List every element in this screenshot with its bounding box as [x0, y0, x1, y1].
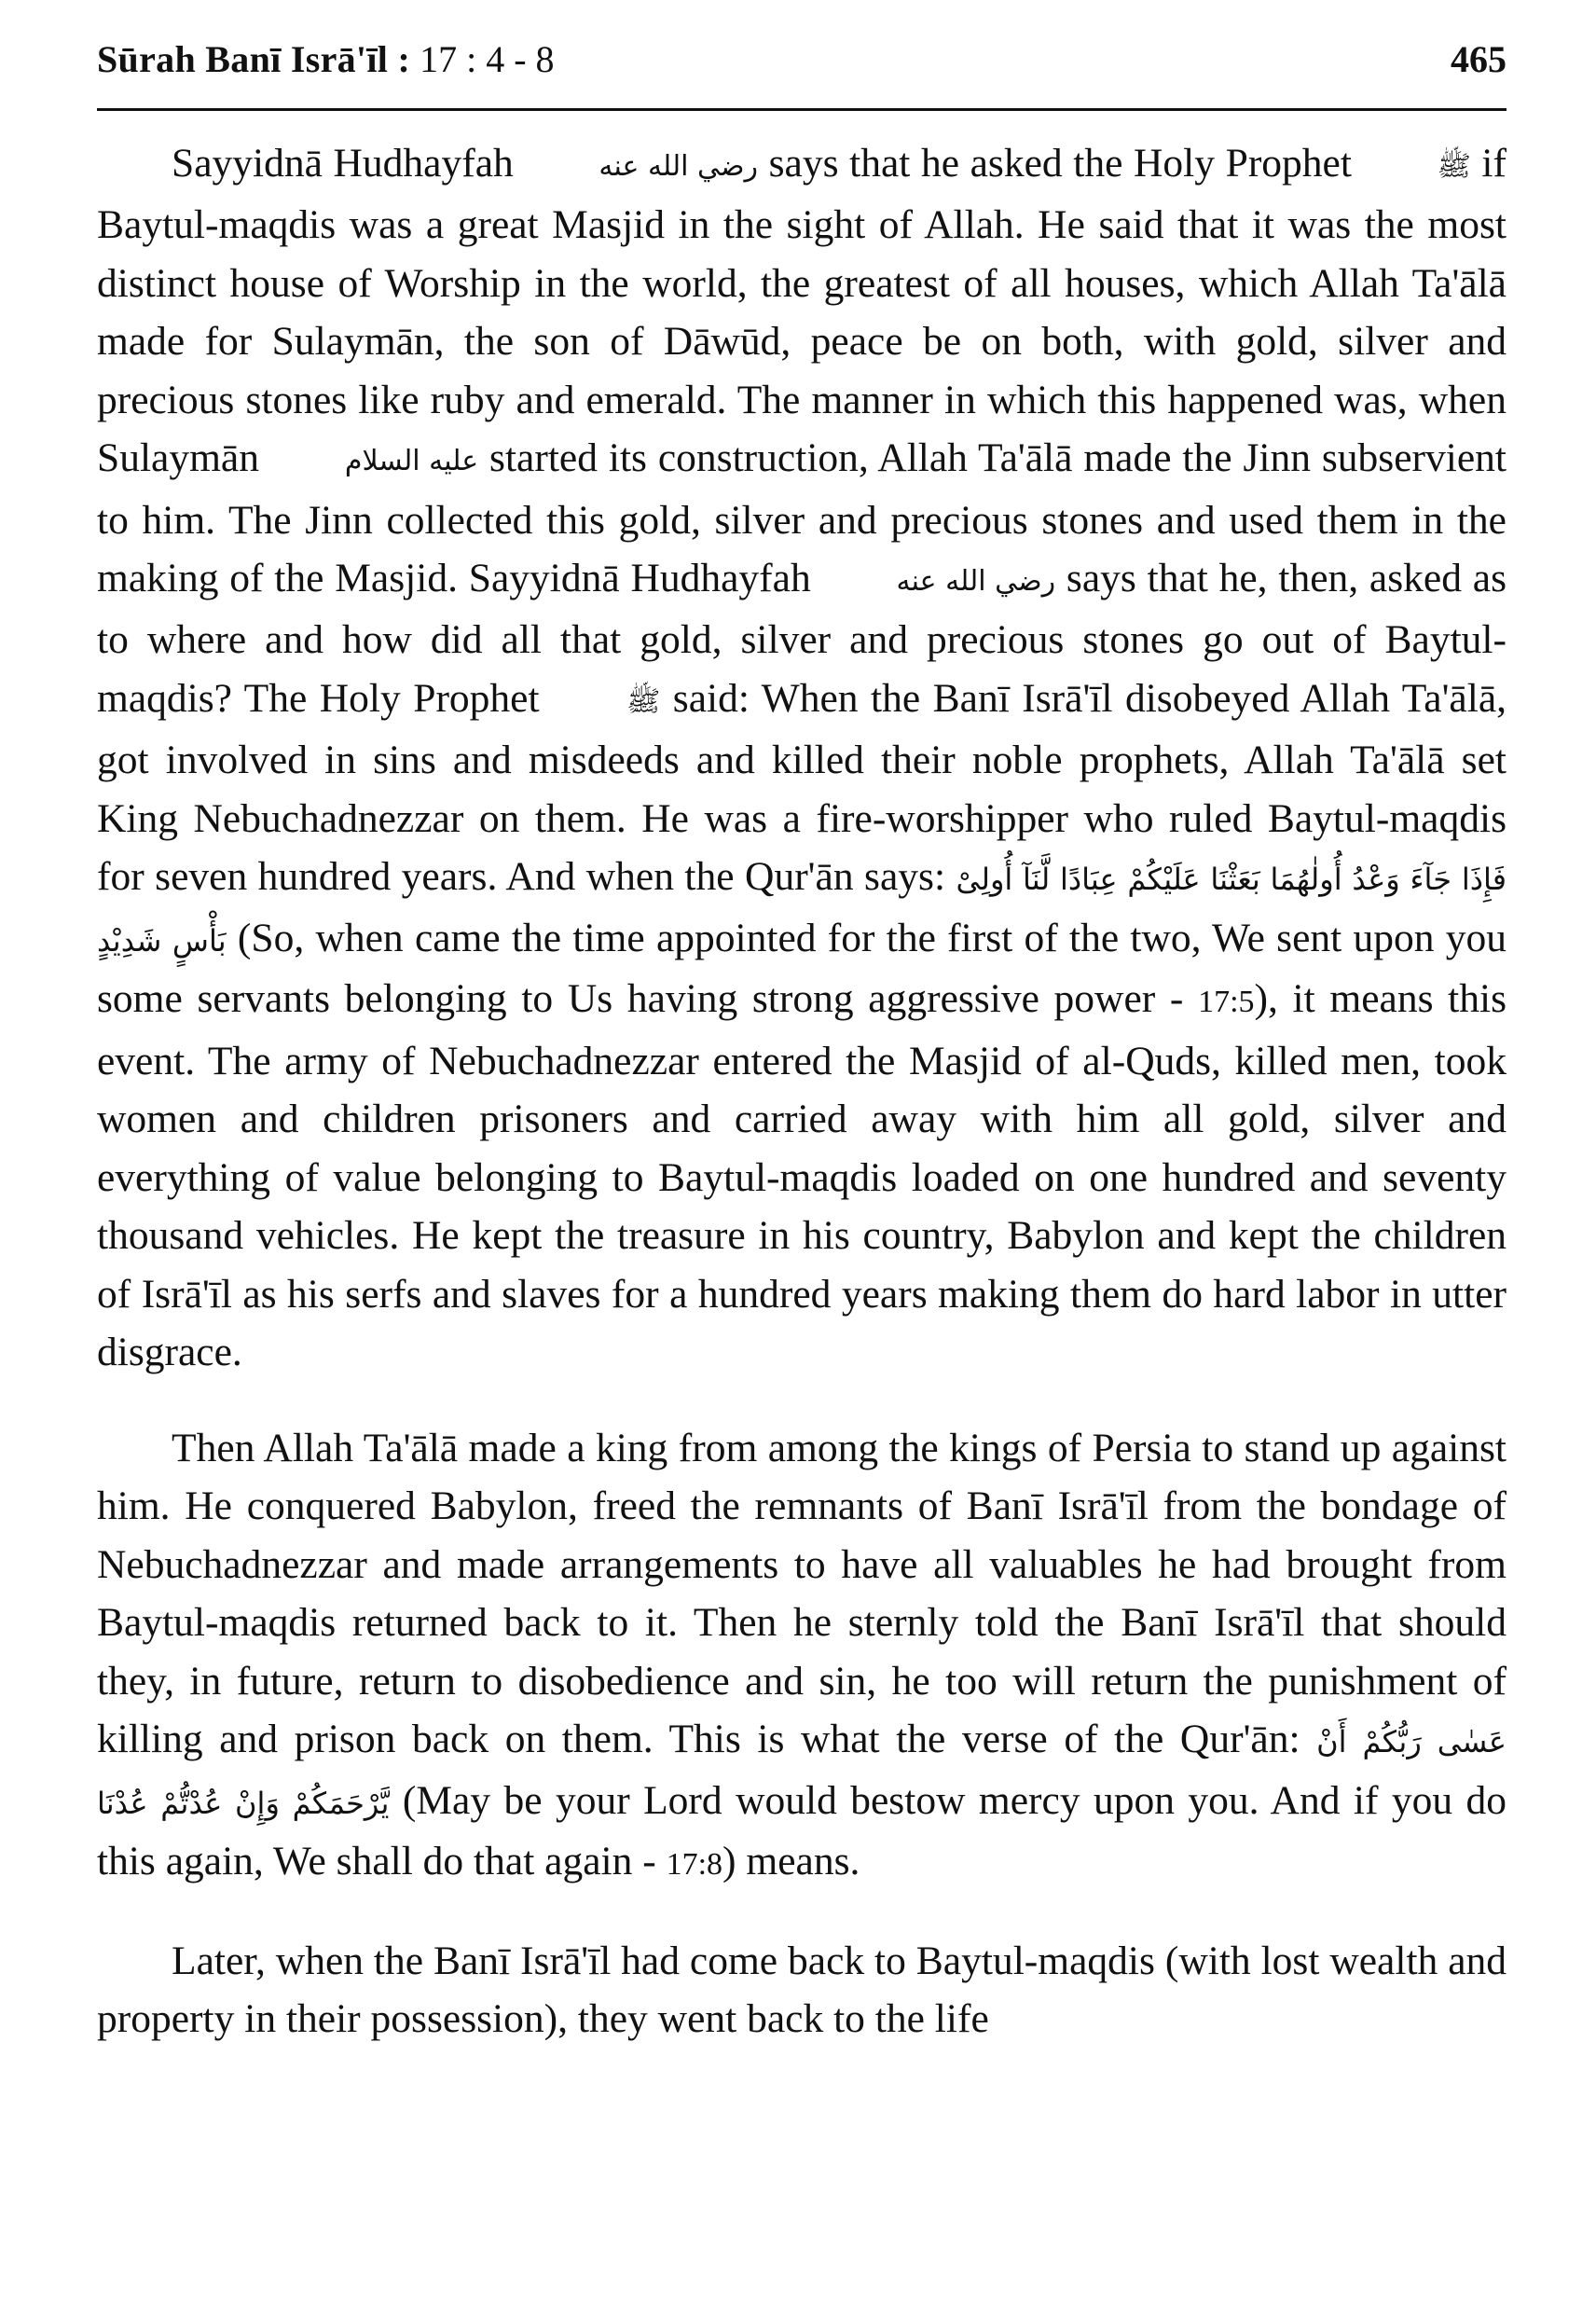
paragraph-text: Sayyidnā Hudhayfah: [172, 141, 514, 186]
body-text: [97, 134, 1507, 2049]
prophet-honorific-icon: ﷺ: [626, 684, 661, 718]
verse-reference: 17:5: [1198, 985, 1255, 1020]
running-head-left: [97, 37, 555, 81]
paragraph-text: said: When the Banī Isrā'īl disobeyed Allah Ta'ālā, got involved in sins and misdeeds and killed their noble prophets, Allah Ta'ālā set King Nebuchadnezzar on them. He was a fire-worshipper who ruled Baytul-maqdis for seven hundred years. And when the Qur'ān says:: [97, 675, 1507, 900]
companion-honorific-icon: رضي الله عنه: [598, 149, 758, 183]
arabic-verse: عَسٰى رَبُّكُمْ أَنْ يَّرْحَمَكُمْ وَإِنْ عُدْتُّمْ عُدْنَا: [97, 1724, 1507, 1821]
companion-honorific-icon: رضي الله عنه: [896, 564, 1056, 598]
paragraph-2: [97, 1419, 1507, 1895]
header-rule: [97, 108, 1507, 111]
alayhi-salam-honorific-icon: عليه السلام: [344, 445, 479, 478]
paragraph-text: (So, when came the time appointed for the first of the two, We sent upon you some servants belonging to Us having strong aggressive power -: [97, 915, 1507, 1022]
book-page: [97, 37, 1507, 2042]
paragraph-text: ) means.: [722, 1839, 860, 1884]
arabic-verse: فَإِذَا جَآءَ وَعْدُ أُولٰهُمَا بَعَثْنَا عَلَيْكُمْ عِبَادًا لَّنَآ أُولِىْ بَأْسٍ شَدِيْدٍ: [97, 862, 1507, 959]
paragraph-3: [97, 1932, 1507, 2049]
surah-title: Sūrah Banī Isrā'īl :: [97, 38, 411, 80]
paragraph-text: started its construction, Allah Ta'ālā made the Jinn subservient to him. The Jinn collected this gold, silver and precious stones and used them in the making of the Masjid. Sayyidnā Hudhayfah: [97, 435, 1507, 601]
verse-range: 17 : 4 - 8: [420, 38, 555, 80]
paragraph-text: Later, when the Banī Isrā'īl had come back to Baytul-maqdis (with lost wealth and property in their possession), they went back to the life: [97, 1938, 1507, 2042]
paragraph-text: Then Allah Ta'ālā made a king from among the kings of Persia to stand up against him. He conquered Babylon, freed the remnants of Banī Isrā'īl from the bondage of Nebuchadnezzar and made arrangements to have all valuables he had brought from Baytul-maqdis returned back to it. Then he sternly told the Banī Isrā'īl that should they, in future, return to disobedience and sin, he too will return the punishment of killing and prison back on them. This is what the verse of the Qur'ān:: [97, 1425, 1507, 1762]
paragraph-text: ), it means this event. The army of Nebuchadnezzar entered the Masjid of al-Quds, killed men, took women and children prisoners and carried away with him all gold, silver and everything of value belonging to Baytul-maqdis loaded on one hundred and seventy thousand vehicles. He kept the treasure in his country, Babylon and kept the children of Isrā'īl as his serfs and slaves for a hundred years making them do hard labor in utter disgrace.: [97, 976, 1507, 1375]
paragraph-text: (May be your Lord would bestow mercy upon you. And if you do this again, We shall do that again -: [97, 1777, 1507, 1884]
paragraph-text: says that he, then, asked as to where and how did all that gold, silver and precious stones go out of Baytul-maqdis? The Holy Prophet: [97, 556, 1507, 721]
running-head: [97, 37, 1507, 116]
page-number: 465: [1451, 38, 1507, 80]
paragraph-text: if Baytul-maqdis was a great Masjid in the sight of Allah. He said that it was the most distinct house of Worship in the world, the greatest of all houses, which Allah Ta'ālā made for Sulaymān, the son of Dāwūd, peace be on both, with gold, silver and precious stones like ruby and emerald. The manner in which this happened was, when Sulaymān: [97, 141, 1507, 481]
paragraph-1: [97, 134, 1507, 1382]
verse-reference: 17:8: [666, 1847, 723, 1883]
prophet-honorific-icon: ﷺ: [1437, 149, 1471, 183]
paragraph-text: says that he asked the Holy Prophet: [768, 141, 1352, 186]
